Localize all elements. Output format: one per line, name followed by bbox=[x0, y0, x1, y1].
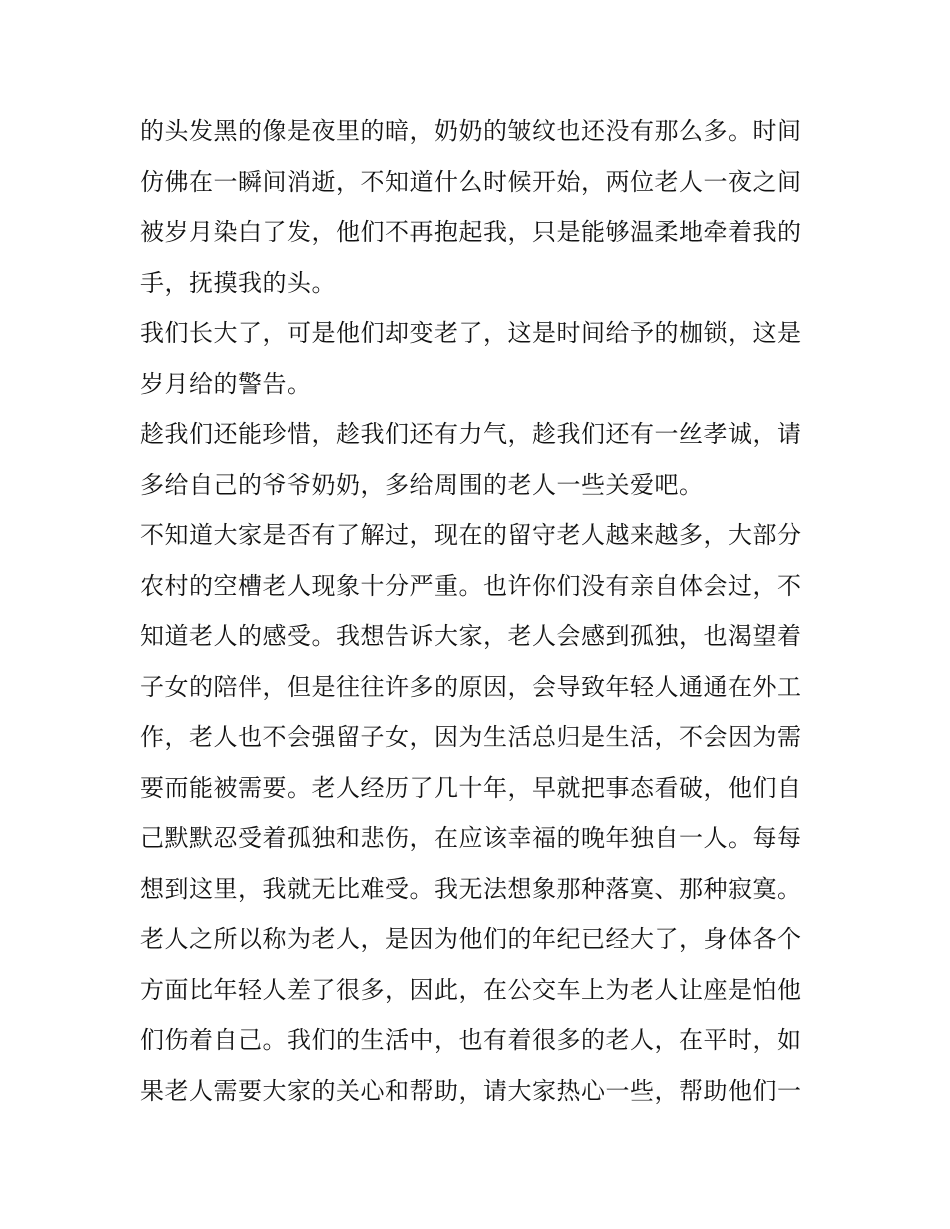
body-text bbox=[140, 106, 812, 1116]
text-line: 岁月给的警告。 bbox=[140, 369, 312, 398]
text-line: 的头发黑的像是夜里的暗，奶奶的皱纹也还没有那么多。时间 bbox=[140, 117, 802, 145]
text-line: 方面比年轻人差了很多，因此，在公交车上为老人让座是怕他 bbox=[140, 975, 802, 1004]
text-line: 我们长大了，可是他们却变老了，这是时间给予的枷锁，这是 bbox=[140, 319, 802, 347]
text-line: 果老人需要大家的关心和帮助，请大家热心一些，帮助他们一 bbox=[140, 1076, 802, 1105]
text-line: 不知道大家是否有了解过，现在的留守老人越来越多，大部分 bbox=[140, 521, 802, 549]
text-line: 仿佛在一瞬间消逝，不知道什么时候开始，两位老人一夜之间 bbox=[140, 167, 802, 196]
text-line: 知道老人的感受。我想告诉大家，老人会感到孤独，也渴望着 bbox=[140, 622, 802, 650]
text-line: 子女的陪伴，但是往往许多的原因，会导致年轻人通通在外工 bbox=[140, 672, 802, 701]
text-line: 们伤着自己。我们的生活中，也有着很多的老人，在平时，如 bbox=[140, 1026, 802, 1054]
text-line: 被岁月染白了发，他们不再抱起我，只是能够温柔地牵着我的 bbox=[140, 218, 802, 246]
text-line: 手，抚摸我的头。 bbox=[140, 268, 336, 297]
text-line: 农村的空槽老人现象十分严重。也许你们没有亲自体会过，不 bbox=[140, 571, 802, 600]
text-line: 趁我们还能珍惜，趁我们还有力气，趁我们还有一丝孝诚，请 bbox=[140, 420, 802, 448]
text-line: 作，老人也不会强留子女，因为生活总归是生活，不会因为需 bbox=[140, 723, 802, 751]
text-line: 老人之所以称为老人，是因为他们的年纪已经大了，身体各个 bbox=[140, 925, 802, 953]
text-line: 要而能被需要。老人经历了几十年，早就把事态看破，他们自 bbox=[140, 773, 802, 802]
text-line: 己默默忍受着孤独和悲伤，在应该幸福的晚年独自一人。每每 bbox=[140, 824, 802, 852]
text-line: 多给自己的爷爷奶奶，多给周围的老人一些关爱吧。 bbox=[140, 470, 704, 499]
text-line: 想到这里，我就无比难受。我无法想象那种落寞、那种寂寞。 bbox=[140, 874, 802, 903]
